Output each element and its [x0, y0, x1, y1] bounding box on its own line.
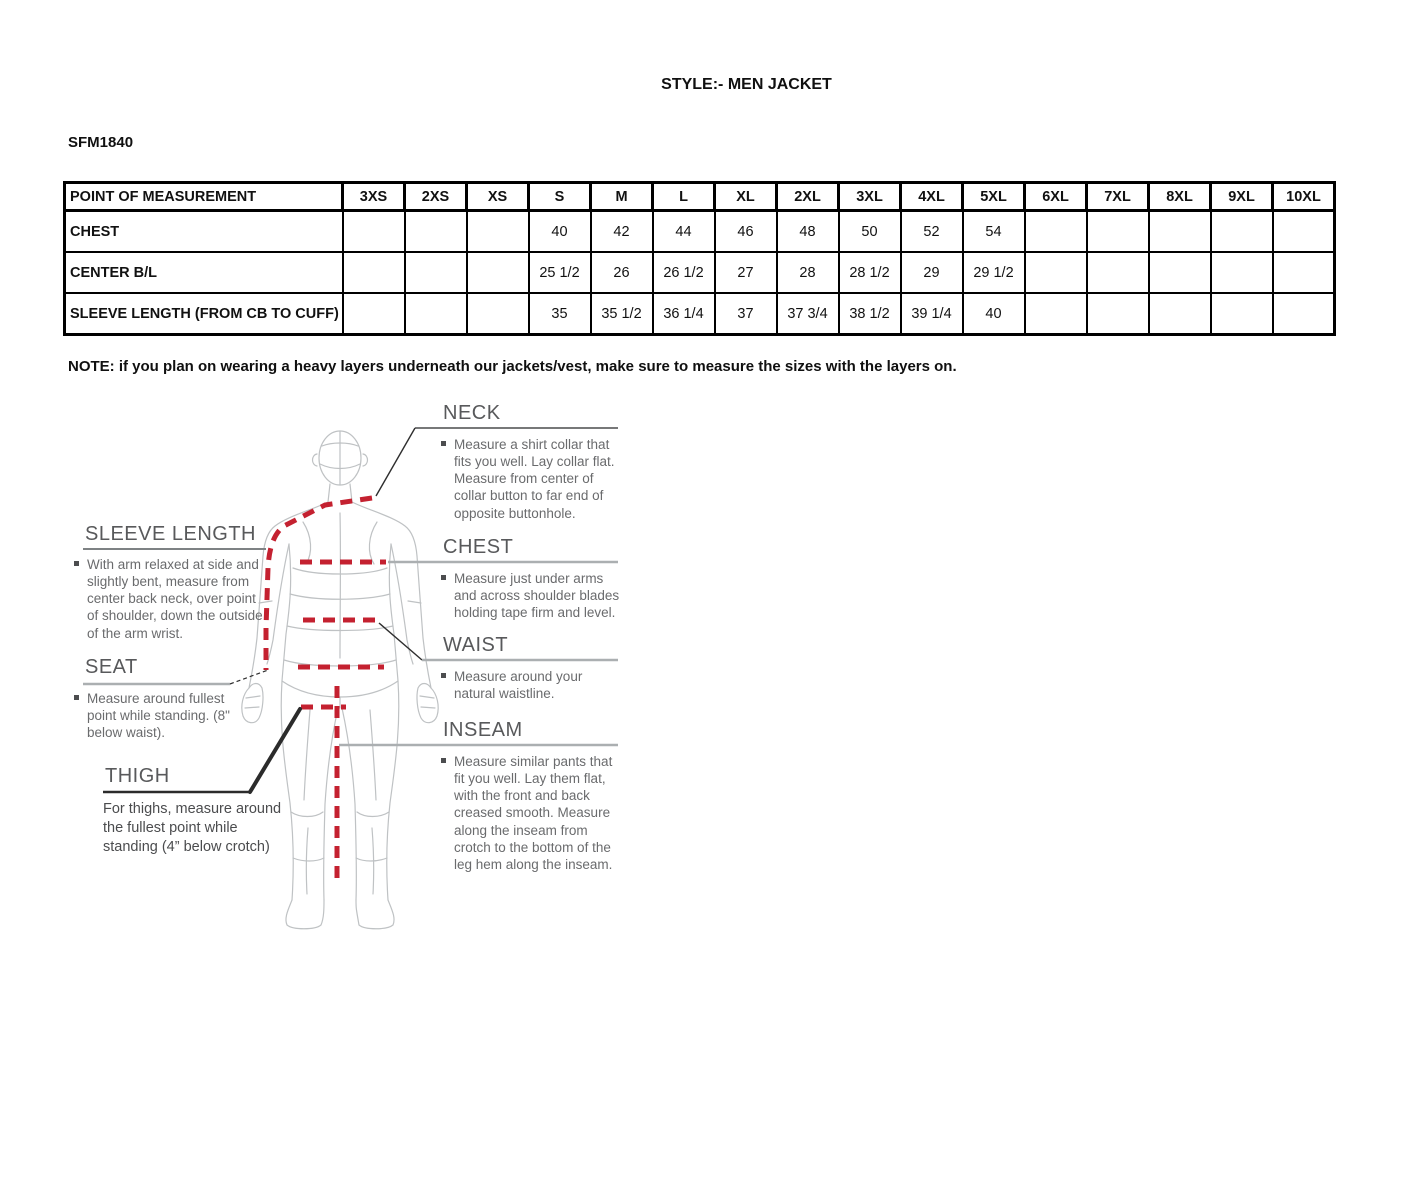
size-cell: 28 — [777, 252, 839, 293]
size-cell: 46 — [715, 211, 777, 253]
col-header: S — [529, 183, 591, 211]
size-cell — [1273, 293, 1335, 335]
col-header: 6XL — [1025, 183, 1087, 211]
col-header: 2XL — [777, 183, 839, 211]
size-cell — [405, 252, 467, 293]
size-cell — [1087, 252, 1149, 293]
size-cell — [405, 211, 467, 253]
size-cell — [1273, 211, 1335, 253]
size-cell: 25 1/2 — [529, 252, 591, 293]
col-header: 3XS — [343, 183, 405, 211]
table-row — [65, 252, 1335, 293]
row-label: CENTER B/L — [65, 252, 343, 293]
size-cell: 39 1/4 — [901, 293, 963, 335]
col-header: 9XL — [1211, 183, 1273, 211]
col-header: 7XL — [1087, 183, 1149, 211]
size-cell — [1025, 252, 1087, 293]
waist-leader-line — [379, 623, 422, 660]
size-cell — [1087, 293, 1149, 335]
col-header: 2XS — [405, 183, 467, 211]
guide-text-thigh: For thighs, measure around the fullest point while standing (4” below crotch) — [103, 801, 282, 855]
bullet-icon — [441, 441, 446, 446]
bullet-icon — [441, 673, 446, 678]
seat-leader-line — [230, 670, 268, 684]
note-text: NOTE: if you plan on wearing a heavy layers underneath our jackets/vest, make sure to measure the sizes with the layers on. — [68, 358, 957, 375]
guide-heading-neck: NECK — [443, 402, 501, 424]
style-code: SFM1840 — [68, 134, 134, 151]
size-cell — [1149, 252, 1211, 293]
size-cell: 28 1/2 — [839, 252, 901, 293]
size-cell: 37 3/4 — [777, 293, 839, 335]
size-cell: 38 1/2 — [839, 293, 901, 335]
col-header: XL — [715, 183, 777, 211]
guide-text-chest: Measure just under arms and across shoulder blades holding tape firm and level. — [454, 571, 620, 621]
size-cell — [405, 293, 467, 335]
col-header: POINT OF MEASUREMENT — [65, 183, 343, 211]
neck-leader-line — [376, 428, 415, 496]
col-header: XS — [467, 183, 529, 211]
col-header: L — [653, 183, 715, 211]
guide-heading-waist: WAIST — [443, 634, 509, 656]
size-cell: 40 — [529, 211, 591, 253]
size-cell — [467, 211, 529, 253]
guide-text-neck: Measure a shirt collar that fits you well. Lay collar flat. Measure from center of collar button to far end of opposite buttonhole. — [454, 437, 615, 521]
size-cell — [1025, 211, 1087, 253]
size-cell — [1149, 211, 1211, 253]
measurement-diagram — [60, 398, 700, 948]
bullet-icon — [441, 758, 446, 763]
size-table — [63, 181, 1336, 336]
size-cell: 29 1/2 — [963, 252, 1025, 293]
table-header-row — [65, 183, 1335, 211]
col-header: 3XL — [839, 183, 901, 211]
col-header: 4XL — [901, 183, 963, 211]
guide-heading-thigh: THIGH — [105, 765, 170, 787]
col-header: M — [591, 183, 653, 211]
size-cell — [1273, 252, 1335, 293]
size-cell: 26 1/2 — [653, 252, 715, 293]
guide-heading-seat: SEAT — [85, 656, 138, 678]
size-cell — [1211, 252, 1273, 293]
size-cell — [467, 252, 529, 293]
guide-text-waist: Measure around your natural waistline. — [454, 669, 583, 702]
table-row — [65, 293, 1335, 335]
size-cell: 40 — [963, 293, 1025, 335]
guide-heading-inseam: INSEAM — [443, 719, 523, 741]
guide-text-seat: Measure around fullest point while standing. (8" below waist). — [87, 691, 230, 741]
size-cell: 54 — [963, 211, 1025, 253]
guide-text-sleeve-length: With arm relaxed at side and slightly bent, measure from center back neck, over point of shoulder, down the outside of the arm wrist. — [87, 557, 263, 641]
size-cell: 48 — [777, 211, 839, 253]
size-cell — [343, 293, 405, 335]
size-cell — [1087, 211, 1149, 253]
size-cell — [467, 293, 529, 335]
size-cell — [1149, 293, 1211, 335]
col-header: 10XL — [1273, 183, 1335, 211]
size-cell: 44 — [653, 211, 715, 253]
size-cell: 29 — [901, 252, 963, 293]
size-cell: 36 1/4 — [653, 293, 715, 335]
row-label: CHEST — [65, 211, 343, 253]
size-cell: 50 — [839, 211, 901, 253]
guide-heading-sleeve-length: SLEEVE LENGTH — [85, 523, 257, 545]
size-cell: 42 — [591, 211, 653, 253]
size-cell: 35 — [529, 293, 591, 335]
size-cell — [1025, 293, 1087, 335]
row-label: SLEEVE LENGTH (FROM CB TO CUFF) — [65, 293, 343, 335]
size-cell: 35 1/2 — [591, 293, 653, 335]
guide-heading-chest: CHEST — [443, 536, 514, 558]
size-cell: 52 — [901, 211, 963, 253]
thigh-leader-line — [250, 709, 300, 792]
size-cell: 26 — [591, 252, 653, 293]
page-title: STYLE:- MEN JACKET — [661, 76, 832, 93]
size-cell: 37 — [715, 293, 777, 335]
size-cell — [343, 252, 405, 293]
col-header: 5XL — [963, 183, 1025, 211]
table-row — [65, 211, 1335, 253]
size-cell — [343, 211, 405, 253]
size-cell — [1211, 211, 1273, 253]
bullet-icon — [74, 695, 79, 700]
bullet-icon — [74, 561, 79, 566]
col-header: 8XL — [1149, 183, 1211, 211]
size-cell — [1211, 293, 1273, 335]
bullet-icon — [441, 575, 446, 580]
guide-text-inseam: Measure similar pants that fit you well. Lay them flat, with the front and back creased smooth. Measure along the inseam from crotch to the bottom of the leg hem along the inseam. — [454, 754, 613, 872]
size-cell: 27 — [715, 252, 777, 293]
